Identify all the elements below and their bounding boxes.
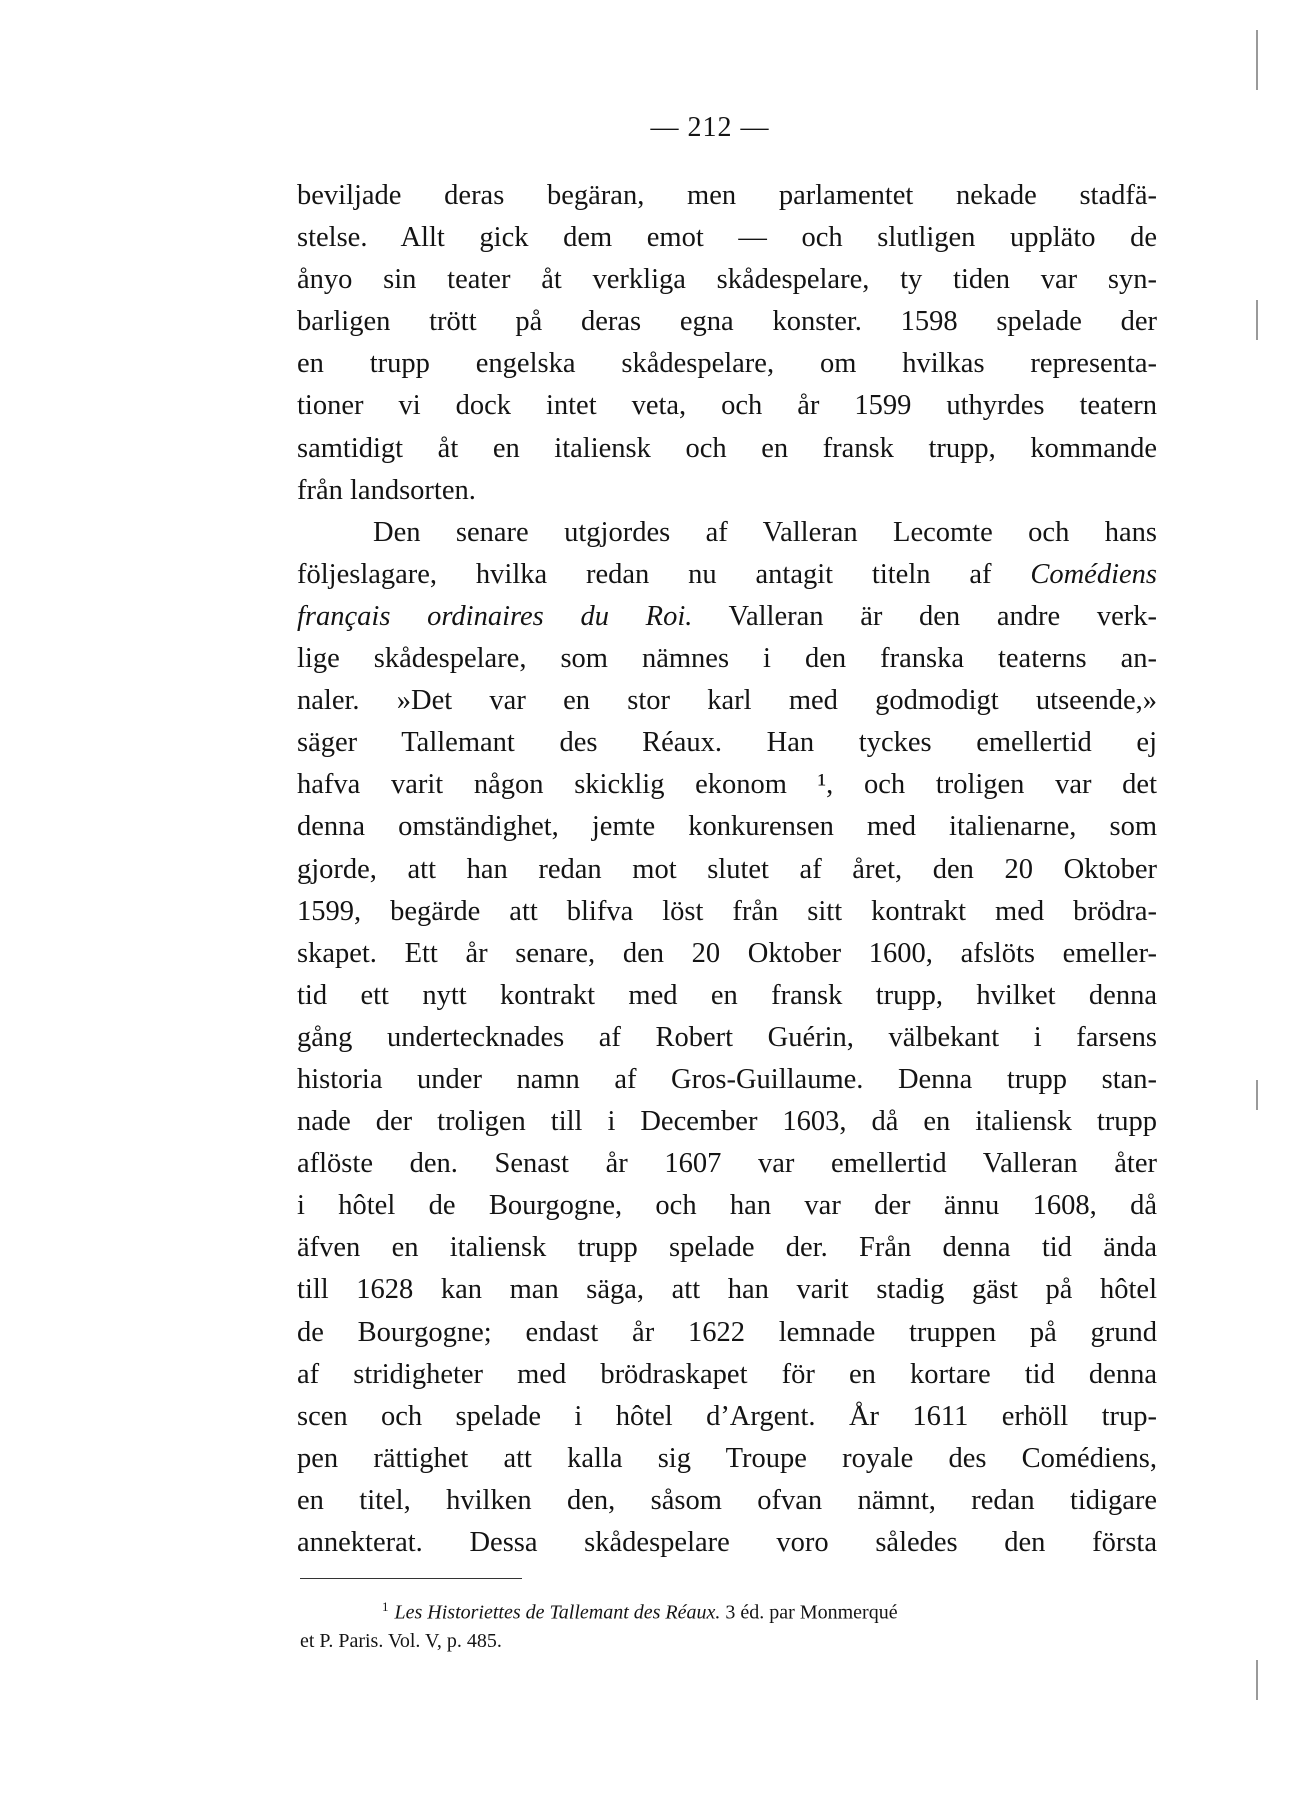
text-line: säger Tallemant des Réaux. Han tyckes emellertid ej bbox=[297, 727, 1157, 759]
text-line: i hôtel de Bourgogne, och han var der ännu 1608, då bbox=[297, 1190, 1157, 1222]
text-line: lige skådespelare, som nämnes i den franska teaterns an- bbox=[297, 643, 1157, 675]
text-line: tioner vi dock intet veta, och år 1599 uthyrdes teatern bbox=[297, 390, 1157, 422]
text-line: en trupp engelska skådespelare, om hvilkas representa- bbox=[297, 348, 1157, 380]
text-line: naler. »Det var en stor karl med godmodigt utseende,» bbox=[297, 685, 1157, 717]
body-text bbox=[297, 175, 1157, 1564]
footnote-line bbox=[300, 1590, 1157, 1624]
text-line: scen och spelade i hôtel d’Argent. År 1611 erhöll trup- bbox=[297, 1400, 1157, 1432]
italic-phrase: Comédiens bbox=[1030, 558, 1157, 590]
text-line: denna omständighet, jemte konkurensen med italienarne, som bbox=[297, 811, 1157, 843]
text-line: ånyo sin teater åt verkliga skådespelare, ty tiden var syn- bbox=[297, 264, 1157, 296]
text-line: historia under namn af Gros-Guillaume. Denna trupp stan- bbox=[297, 1063, 1157, 1095]
text-line: beviljade deras begäran, men parlamentet nekade stadfä- bbox=[297, 180, 1157, 211]
text-line: pen rättighet att kalla sig Troupe royale des Comédiens, bbox=[297, 1442, 1157, 1474]
text-line: gjorde, att han redan mot slutet af året, den 20 Oktober bbox=[297, 853, 1157, 885]
text-line: Den senare utgjordes af Valleran Lecomte och hans bbox=[373, 516, 1157, 548]
text-line: från landsorten. bbox=[297, 474, 476, 506]
text-line: äfven en italiensk trupp spelade der. Från denna tid ända bbox=[297, 1232, 1157, 1264]
text-line: de Bourgogne; endast år 1622 lemnade truppen på grund bbox=[297, 1316, 1157, 1348]
page-number: — 212 — bbox=[650, 112, 770, 143]
scan-edge-mark bbox=[1256, 1080, 1258, 1110]
footnote-line: et P. Paris. Vol. V, p. 485. bbox=[300, 1630, 502, 1652]
text-line: stelse. Allt gick dem emot — och slutligen uppläto de bbox=[297, 222, 1157, 254]
footnote-divider bbox=[300, 1578, 522, 1579]
footnote bbox=[300, 1590, 1157, 1658]
italic-phrase: français ordinaires du Roi. bbox=[297, 600, 693, 632]
footnote-marker: 1 bbox=[382, 1599, 389, 1614]
text-line: skapet. Ett år senare, den 20 Oktober 1600, afslöts emeller- bbox=[297, 937, 1157, 969]
text-line: till 1628 kan man säga, att han varit stadig gäst på hôtel bbox=[297, 1274, 1157, 1306]
footnote-italic-title: Les Historiettes de Tallemant des Réaux. bbox=[394, 1601, 721, 1624]
text-line: aflöste den. Senast år 1607 var emellertid Valleran åter bbox=[297, 1148, 1157, 1180]
text-line: samtidigt åt en italiensk och en fransk trupp, kommande bbox=[297, 432, 1157, 464]
text-line-with-italic bbox=[297, 596, 1157, 638]
text-line: tid ett nytt kontrakt med en fransk trupp, hvilket denna bbox=[297, 979, 1157, 1011]
text-segment: Valleran är den andre verk- bbox=[692, 600, 1157, 632]
footnote-text: 3 éd. par Monmerqué bbox=[720, 1601, 898, 1624]
scan-edge-mark bbox=[1256, 300, 1258, 340]
text-line: hafva varit någon skicklig ekonom ¹, och troligen var det bbox=[297, 769, 1157, 801]
text-line: en titel, hvilken den, såsom ofvan nämnt, redan tidigare bbox=[297, 1484, 1157, 1516]
text-line: af stridigheter med brödraskapet för en kortare tid denna bbox=[297, 1358, 1157, 1390]
text-line: nade der troligen till i December 1603, då en italiensk trupp bbox=[297, 1106, 1157, 1138]
text-segment: följeslagare, hvilka redan nu antagit titeln af bbox=[297, 558, 1031, 590]
text-line: gång undertecknades af Robert Guérin, välbekant i farsens bbox=[297, 1021, 1157, 1053]
text-line: annekterat. Dessa skådespelare voro således den första bbox=[297, 1527, 1157, 1558]
scan-edge-mark bbox=[1256, 1660, 1258, 1700]
text-line: barligen trött på deras egna konster. 1598 spelade der bbox=[297, 306, 1157, 338]
text-line-with-italic bbox=[297, 554, 1157, 596]
scan-edge-mark bbox=[1256, 30, 1258, 90]
text-line: 1599, begärde att blifva löst från sitt kontrakt med brödra- bbox=[297, 895, 1157, 927]
